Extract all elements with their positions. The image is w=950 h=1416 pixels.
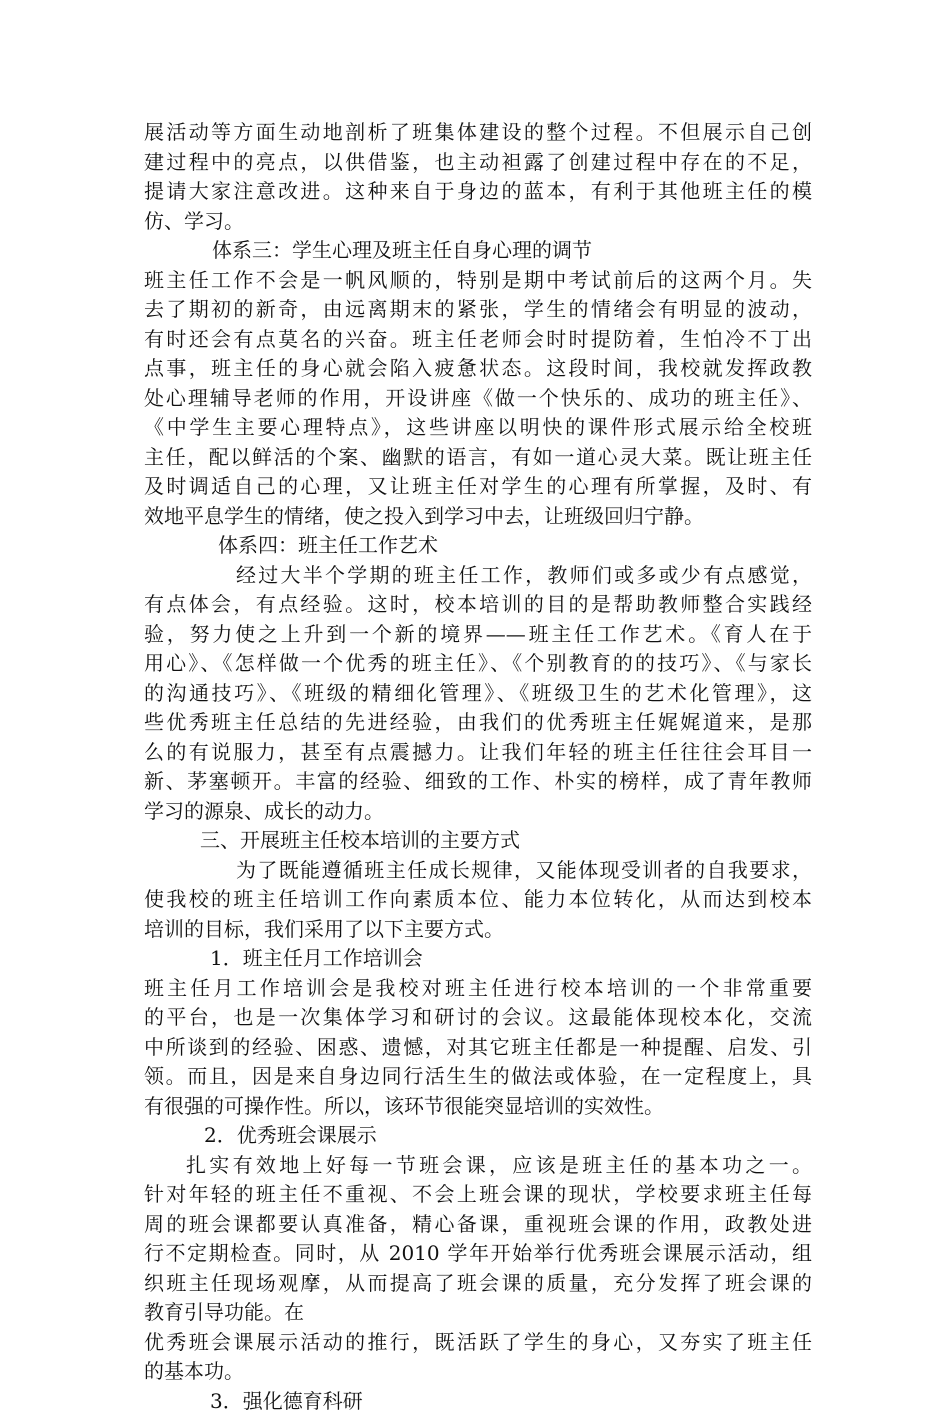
body-line: 学习的源泉、成长的动力。 [144, 797, 812, 827]
body-line: 用心》、《怎样做一个优秀的班主任》、《个别教育的的技巧》、《与家长 [144, 649, 812, 679]
body-line: 使我校的班主任培训工作向素质本位、能力本位转化，从而达到校本 [144, 885, 812, 915]
section-heading: 三、开展班主任校本培训的主要方式 [144, 826, 812, 856]
body-line: 去了期初的新奇，由远离期末的紧张，学生的情绪会有明显的波动， [144, 295, 812, 325]
body-line: 建过程中的亮点，以供借鉴，也主动袒露了创建过程中存在的不足， [144, 148, 812, 178]
subsection-heading: 1．班主任月工作培训会 [144, 944, 812, 974]
subsection-heading: 3．强化德育科研 [144, 1387, 812, 1416]
body-line: 些优秀班主任总结的先进经验，由我们的优秀班主任娓娓道来，是那 [144, 708, 812, 738]
body-line: 经过大半个学期的班主任工作，教师们或多或少有点感觉， [144, 561, 812, 591]
body-line: 有时还会有点莫名的兴奋。班主任老师会时时提防着，生怕冷不丁出 [144, 325, 812, 355]
body-line: 周的班会课都要认真准备，精心备课，重视班会课的作用，政教处进 [144, 1210, 812, 1240]
body-line: 新、茅塞顿开。丰富的经验、细致的工作、朴实的榜样，成了青年教师 [144, 767, 812, 797]
body-line: 么的有说服力，甚至有点震撼力。让我们年轻的班主任往往会耳目一 [144, 738, 812, 768]
body-line: 行不定期检查。同时，从 2010 学年开始举行优秀班会课展示活动，组 [144, 1239, 812, 1269]
body-line: 《中学生主要心理特点》，这些讲座以明快的课件形式展示给全校班 [144, 413, 812, 443]
body-line: 班主任月工作培训会是我校对班主任进行校本培训的一个非常重要 [144, 974, 812, 1004]
body-line: 为了既能遵循班主任成长规律，又能体现受训者的自我要求， [144, 856, 812, 886]
body-line: 优秀班会课展示活动的推行，既活跃了学生的身心，又夯实了班主任 [144, 1328, 812, 1358]
body-line: 领。而且，因是来自身边同行活生生的做法或体验，在一定程度上，具 [144, 1062, 812, 1092]
subsection-heading: 2．优秀班会课展示 [144, 1121, 812, 1151]
body-line: 有点体会，有点经验。这时，校本培训的目的是帮助教师整合实践经 [144, 590, 812, 620]
body-line: 扎实有效地上好每一节班会课，应该是班主任的基本功之一。 [144, 1151, 812, 1181]
body-line: 教育引导功能。在 [144, 1298, 812, 1328]
body-line: 中所谈到的经验、困惑、遗憾，对其它班主任都是一种提醒、启发、引 [144, 1033, 812, 1063]
body-line: 展活动等方面生动地剖析了班集体建设的整个过程。不但展示自己创 [144, 118, 812, 148]
body-line: 及时调适自己的心理，又让班主任对学生的心理有所掌握，及时、有 [144, 472, 812, 502]
section-heading: 体系三：学生心理及班主任自身心理的调节 [144, 236, 812, 266]
body-line: 织班主任现场观摩，从而提高了班会课的质量，充分发挥了班会课的 [144, 1269, 812, 1299]
document-body [144, 118, 812, 1416]
body-line: 仿、学习。 [144, 207, 812, 237]
body-line: 点事，班主任的身心就会陷入疲惫状态。这段时间，我校就发挥政教 [144, 354, 812, 384]
body-line: 班主任工作不会是一帆风顺的，特别是期中考试前后的这两个月。失 [144, 266, 812, 296]
body-line: 提请大家注意改进。这种来自于身边的蓝本，有利于其他班主任的模 [144, 177, 812, 207]
body-line: 的沟通技巧》、《班级的精细化管理》、《班级卫生的艺术化管理》，这 [144, 679, 812, 709]
body-line: 有很强的可操作性。所以，该环节很能突显培训的实效性。 [144, 1092, 812, 1122]
body-line: 主任，配以鲜活的个案、幽默的语言，有如一道心灵大菜。既让班主任 [144, 443, 812, 473]
body-line: 培训的目标，我们采用了以下主要方式。 [144, 915, 812, 945]
section-heading: 体系四：班主任工作艺术 [144, 531, 812, 561]
body-line: 效地平息学生的情绪，使之投入到学习中去，让班级回归宁静。 [144, 502, 812, 532]
body-line: 处心理辅导老师的作用，开设讲座《做一个快乐的、成功的班主任》、 [144, 384, 812, 414]
body-line: 的平台，也是一次集体学习和研讨的会议。这最能体现校本化，交流 [144, 1003, 812, 1033]
body-line: 的基本功。 [144, 1357, 812, 1387]
body-line: 针对年轻的班主任不重视、不会上班会课的现状，学校要求班主任每 [144, 1180, 812, 1210]
body-line: 验，努力使之上升到一个新的境界——班主任工作艺术。《育人在于 [144, 620, 812, 650]
